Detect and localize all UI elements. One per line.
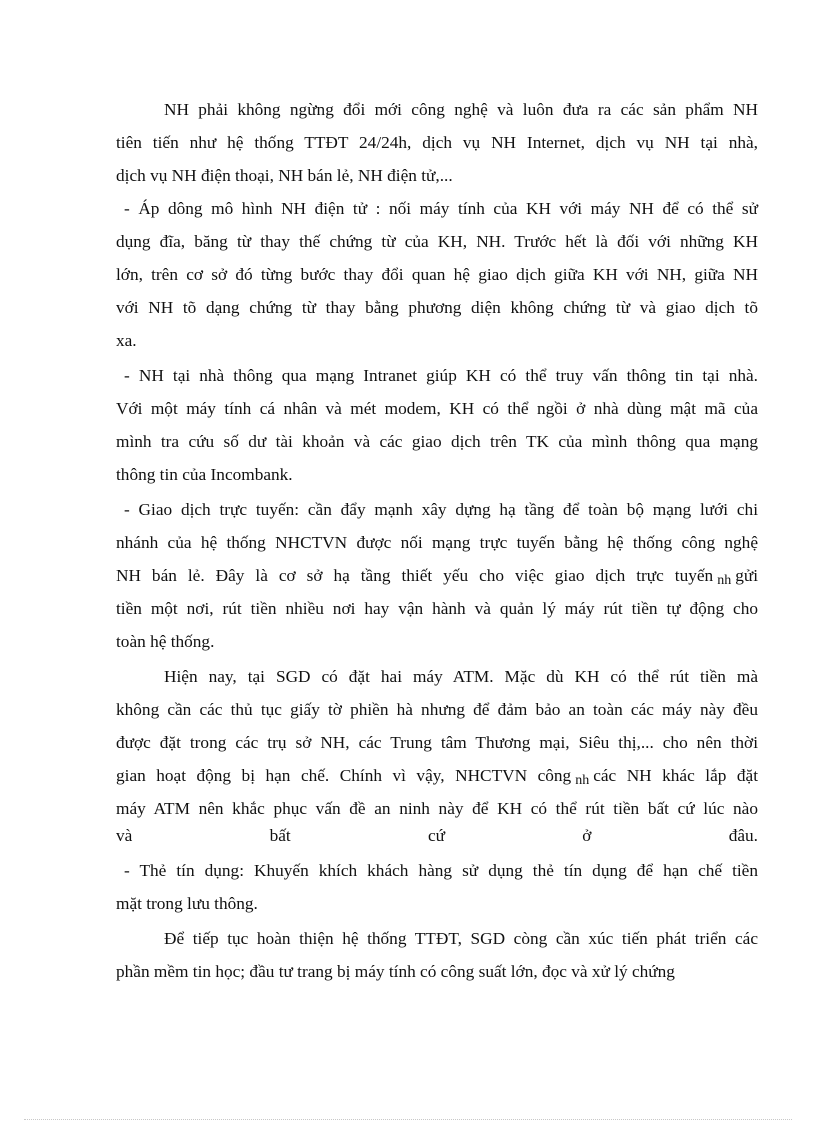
- subscript-fragment: nh: [575, 773, 590, 788]
- text-fragment: gian hoạt động bị hạn chế. Chính vì vậy, NHCTVN công: [116, 766, 572, 785]
- page-bottom-divider: [24, 1119, 792, 1120]
- text-line: [116, 765, 758, 789]
- text-line: Với một máy tính cá nhân và mét modem, KH có thể ngồi ở nhà dùng mật mã của: [116, 399, 758, 418]
- text-fragment: các NH khác lắp đặt: [593, 766, 758, 785]
- text-line: - Áp dông mô hình NH điện tử : nối máy tính của KH với máy NH để có thể sử: [124, 199, 758, 218]
- text-line: tiền một nơi, rút tiền nhiều nơi hay vận hành và quản lý máy rút tiền tự động cho: [116, 599, 758, 618]
- text-line: - Thẻ tín dụng: Khuyến khích khách hàng sử dụng thẻ tín dụng để hạn chế tiền: [124, 861, 758, 880]
- text-line: tiên tiến như hệ thống TTĐT 24/24h, dịch vụ NH Internet, dịch vụ NH tại nhà,: [116, 133, 758, 152]
- text-line: dịch vụ NH điện thoại, NH bán lẻ, NH điện tử,...: [116, 166, 453, 185]
- text-line: với NH tõ dạng chứng từ thay bằng phương diện không chứng từ và giao dịch tõ: [116, 298, 758, 317]
- text-line: Hiện nay, tại SGD có đặt hai máy ATM. Mặc dù KH có thể rút tiền mà: [164, 667, 758, 686]
- text-fragment: gửi: [735, 566, 758, 585]
- text-fragment: NH bán lẻ. Đây là cơ sở hạ tầng thiết yếu cho việc giao dịch trực tuyến: [116, 566, 714, 585]
- text-line: máy ATM nên khắc phục vấn đề an ninh này để KH có thể rút tiền bất cứ lúc nào: [116, 799, 758, 818]
- text-line: không cần các thủ tục giấy tờ phiền hà nhưng để đảm bảo an toàn các máy này đều: [116, 700, 758, 719]
- text-line: xa.: [116, 331, 137, 350]
- text-line: [116, 565, 758, 589]
- text-line: Để tiếp tục hoàn thiện hệ thống TTĐT, SGD còng cần xúc tiến phát triển các: [164, 929, 758, 948]
- text-line: phần mềm tin học; đầu tư trang bị máy tính có công suất lớn, đọc và xử lý chứng: [116, 962, 675, 981]
- text-line: mặt trong lưu thông.: [116, 894, 258, 913]
- text-line: - Giao dịch trực tuyến: cần đẩy mạnh xây dựng hạ tầng để toàn bộ mạng lưới chi: [124, 500, 758, 519]
- text-line: toàn hệ thống.: [116, 632, 215, 651]
- text-line: NH phải không ngừng đổi mới công nghệ và luôn đưa ra các sản phẩm NH: [164, 100, 758, 119]
- text-line: lớn, trên cơ sở đó từng bước thay đổi quan hệ giao dịch giữa KH với NH, giữa NH: [116, 265, 758, 284]
- text-line: thông tin của Incombank.: [116, 465, 293, 484]
- text-line: và bất cứ ở đâu.: [116, 826, 758, 845]
- text-line: nhánh của hệ thống NHCTVN được nối mạng trực tuyến bằng hệ thống công nghệ: [116, 533, 758, 552]
- text-line: - NH tại nhà thông qua mạng Intranet giúp KH có thể truy vấn thông tin tại nhà.: [124, 366, 758, 385]
- text-line: mình tra cứu số dư tài khoản và các giao dịch trên TK của mình thông qua mạng: [116, 432, 758, 451]
- text-line: được đặt trong các trụ sở NH, các Trung tâm Thương mại, Siêu thị,... cho nên thời: [116, 733, 758, 752]
- text-line: dụng đĩa, băng từ thay thế chứng từ của KH, NH. Trước hết là đối với những KH: [116, 232, 758, 251]
- subscript-fragment: nh: [717, 573, 732, 588]
